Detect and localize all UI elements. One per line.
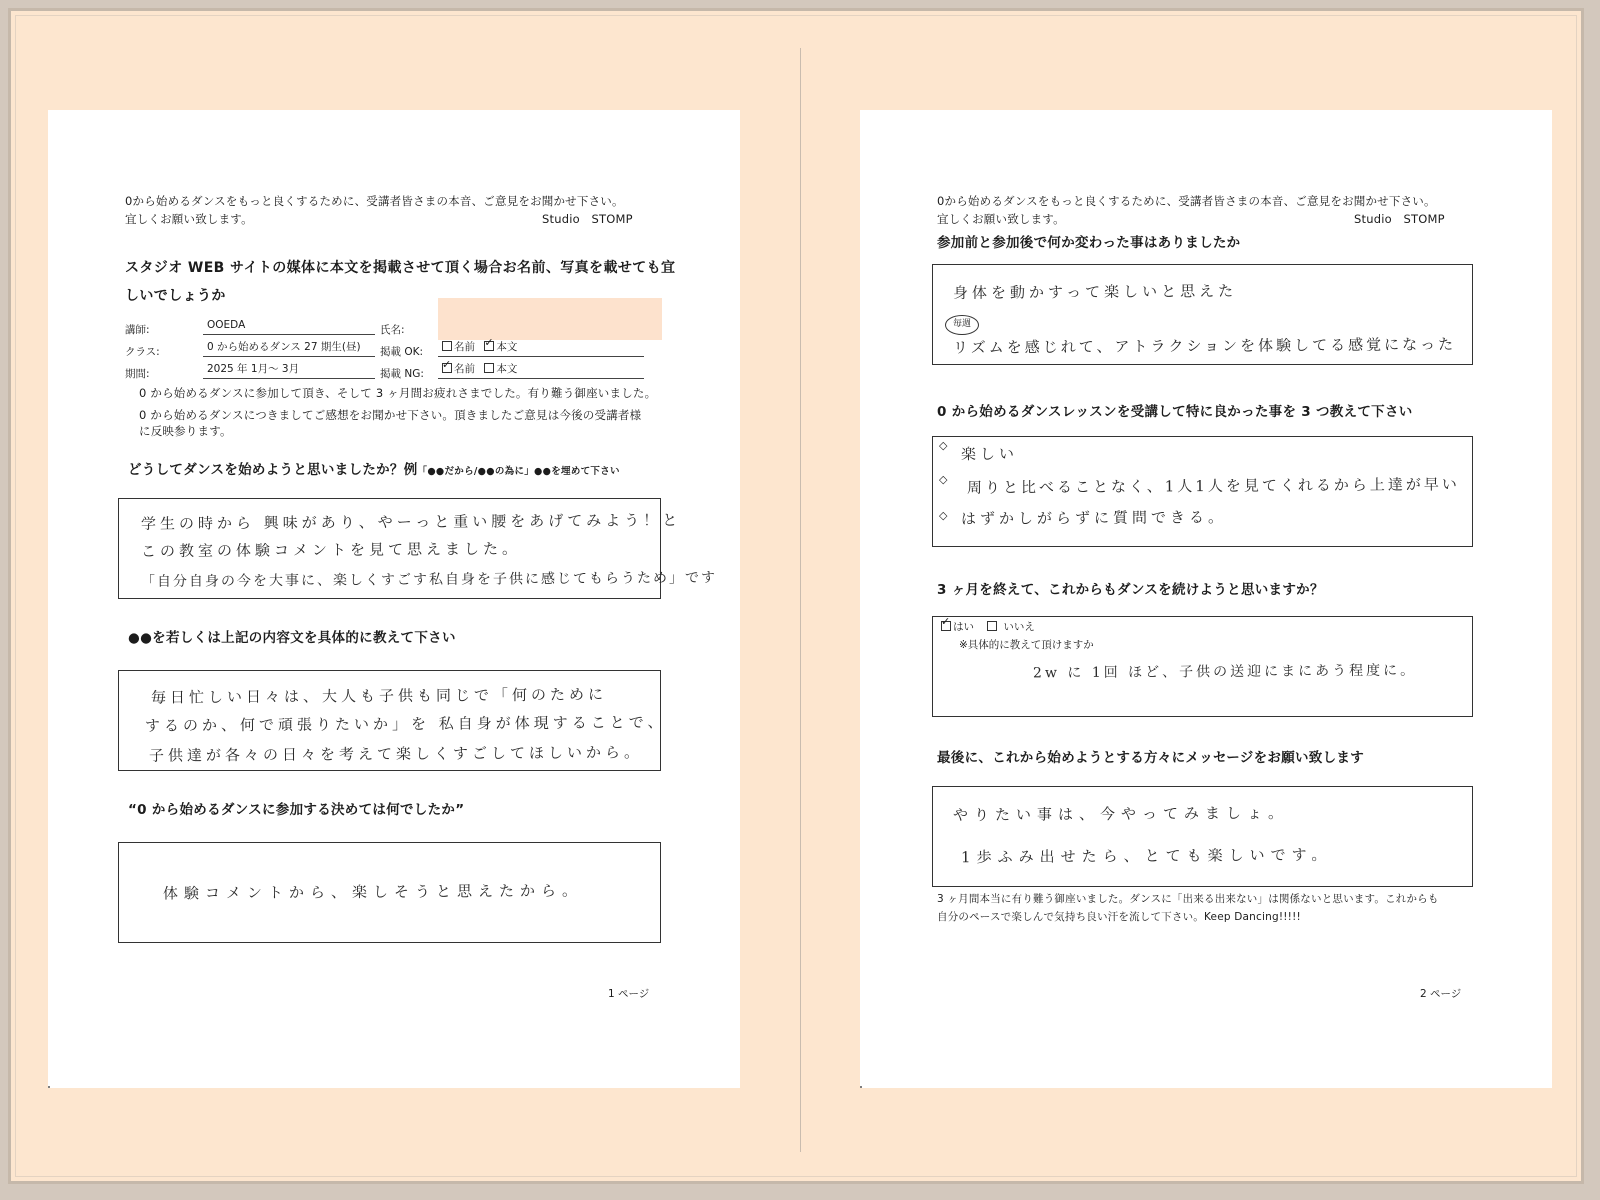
answer-6-prompt: ※具体的に教えて頂けますか <box>959 639 1094 651</box>
ok-name-label: 名前 <box>454 341 475 353</box>
answer-3-line-1: 体験コメントから、楽しそうと思えたから。 <box>162 881 584 903</box>
question-5: 0 から始めるダンスレッスンを受講して特に良かった事を 3 つ教えて下さい <box>937 404 1413 420</box>
answer-1-line-3: 「自分自身の今を大事に、楽しくすごす私自身を子供に感じてもらうため」です <box>140 569 718 591</box>
scan-dot <box>48 1086 50 1088</box>
closing-line-2: 自分のペースで楽しんで気持ち良い汗を流して下さい。Keep Dancing!!!!! <box>937 911 1301 923</box>
answer-1-box[interactable] <box>118 498 718 599</box>
ng-name-checkbox[interactable] <box>442 363 452 373</box>
answer-7-box[interactable] <box>932 786 1473 887</box>
ok-body-label: 本文 <box>496 341 518 353</box>
class-field: 0 から始めるダンス 27 期生(昼) <box>203 340 375 357</box>
ok-name-checkbox[interactable] <box>442 341 452 351</box>
ng-name-label: 名前 <box>454 363 475 375</box>
redaction-block <box>438 298 662 340</box>
question-7: 最後に、これから始めようとする方々にメッセージをお願い致します <box>937 750 1364 766</box>
instructor-field: OOEDA <box>203 318 375 335</box>
class-label: クラス: <box>125 346 160 358</box>
answer-6-box[interactable] <box>932 616 1473 717</box>
publish-ng-field <box>438 362 644 379</box>
page-2-number: 2 ページ <box>1420 988 1462 1000</box>
publish-question-line-2: しいでしょうか <box>125 288 226 304</box>
page-gutter <box>800 48 801 1152</box>
page-2 <box>860 110 1552 1088</box>
page-1 <box>48 110 740 1088</box>
question-1 <box>128 458 620 478</box>
answer-3-box[interactable] <box>118 842 661 943</box>
answer-1-line-2: この教室の体験コメントを見て思えました。 <box>140 539 522 561</box>
scan-dot <box>860 1086 862 1088</box>
header-line-1: 0から始めるダンスをもっと良くするために、受講者皆さまの本音、ご意見をお聞かせ下さい。 <box>937 194 1436 208</box>
answer-4-circled-note: 毎週 <box>945 315 979 335</box>
answer-4-box[interactable] <box>932 264 1473 365</box>
ok-body-checkbox[interactable] <box>484 341 494 351</box>
no-checkbox[interactable] <box>987 621 997 631</box>
answer-5-item-1: 楽しい <box>960 444 1019 464</box>
question-1-hint: 「●●だから/●●の為に」●●を埋めて下さい <box>417 466 620 477</box>
header-line-2: 宜しくお願い致します。 <box>125 212 253 226</box>
publish-ok-label: 掲載 OK: <box>380 346 424 358</box>
diamond-icon: ◇ <box>939 509 948 522</box>
instructor-label: 講師: <box>125 324 150 336</box>
yes-label: はい <box>953 621 974 633</box>
closing-line-1: 3 ヶ月間本当に有り難う御座いました。ダンスに「出来る出来ない」は関係ないと思います。これからも <box>937 893 1439 905</box>
answer-2-line-2: するのか、何で頑張りたいか」を 私自身が体現することで、 <box>144 713 667 735</box>
period-field: 2025 年 1月～ 3月 <box>203 362 375 379</box>
answer-4-line-1: 身体を動かすって楽しいと思えた <box>952 282 1238 302</box>
page-1-number: 1 ページ <box>608 988 650 1000</box>
diamond-icon: ◇ <box>939 439 948 452</box>
ng-body-checkbox[interactable] <box>484 363 494 373</box>
answer-4-line-2: リズムを感じれて、アトラクションを体験してる感覚になった <box>952 335 1457 357</box>
answer-2-box[interactable] <box>118 670 667 771</box>
name-label: 氏名: <box>380 324 405 336</box>
answer-2-line-3: 子供達が各々の日々を考えて楽しくすごしてほしいから。 <box>148 743 644 765</box>
answer-6-text: 2w に 1回 ほど、子供の送迎にまにあう程度に。 <box>1032 662 1418 682</box>
continue-options <box>941 619 1035 634</box>
question-4: 参加前と参加後で何か変わった事はありましたか <box>937 235 1241 251</box>
question-3: “0 から始めるダンスに参加する決めては何でしたか” <box>128 802 465 818</box>
answer-1-line-1: 学生の時から 興味があり、やーっと重い腰をあげてみよう！と <box>140 511 682 533</box>
ng-body-label: 本文 <box>496 363 518 375</box>
studio-name: Studio STOMP <box>1354 212 1445 226</box>
studio-name: Studio STOMP <box>542 212 633 226</box>
answer-7-line-2: 1歩ふみ出せたら、とても楽しいです。 <box>960 845 1333 867</box>
answer-7-line-1: やりたい事は、今やってみましょ。 <box>952 803 1290 825</box>
header-line-2: 宜しくお願い致します。 <box>937 212 1065 226</box>
publish-question-line-1: スタジオ WEB サイトの媒体に本文を掲載させて頂く場合お名前、写真を載せても宜 <box>125 260 676 276</box>
publish-ok-field <box>438 340 644 357</box>
answer-5-box[interactable] <box>932 436 1473 547</box>
publish-ng-label: 掲載 NG: <box>380 368 424 380</box>
answer-2-line-1: 毎日忙しい日々は、大人も子供も同じで「何のために <box>150 685 608 707</box>
yes-checkbox[interactable] <box>941 621 951 631</box>
question-1-text: どうしてダンスを始めようと思いましたか？例 <box>128 462 418 478</box>
no-label: いいえ <box>1003 621 1035 633</box>
period-label: 期間: <box>125 368 150 380</box>
question-2: ●●を若しくは上記の内容文を具体的に教えて下さい <box>128 630 456 646</box>
question-6: 3 ヶ月を終えて、これからもダンスを続けようと思いますか？ <box>937 582 1324 598</box>
intro-line-1: 0 から始めるダンスに参加して頂き、そして 3 ヶ月間お疲れさまでした。有り難う御座いました。 <box>139 386 657 400</box>
intro-line-2: 0 から始めるダンスにつきましてご感想をお聞かせ下さい。頂きましたご意見は今後の受講者様 <box>139 408 642 422</box>
diamond-icon: ◇ <box>939 473 948 486</box>
intro-line-3: に反映参ります。 <box>139 424 232 438</box>
header-line-1: 0から始めるダンスをもっと良くするために、受講者皆さまの本音、ご意見をお聞かせ下さい。 <box>125 194 624 208</box>
answer-5-item-3: はずかしがらずに質問できる。 <box>960 508 1228 528</box>
answer-5-item-2: 周りと比べることなく、1人1人を見てくれるから上達が早い <box>966 475 1460 497</box>
